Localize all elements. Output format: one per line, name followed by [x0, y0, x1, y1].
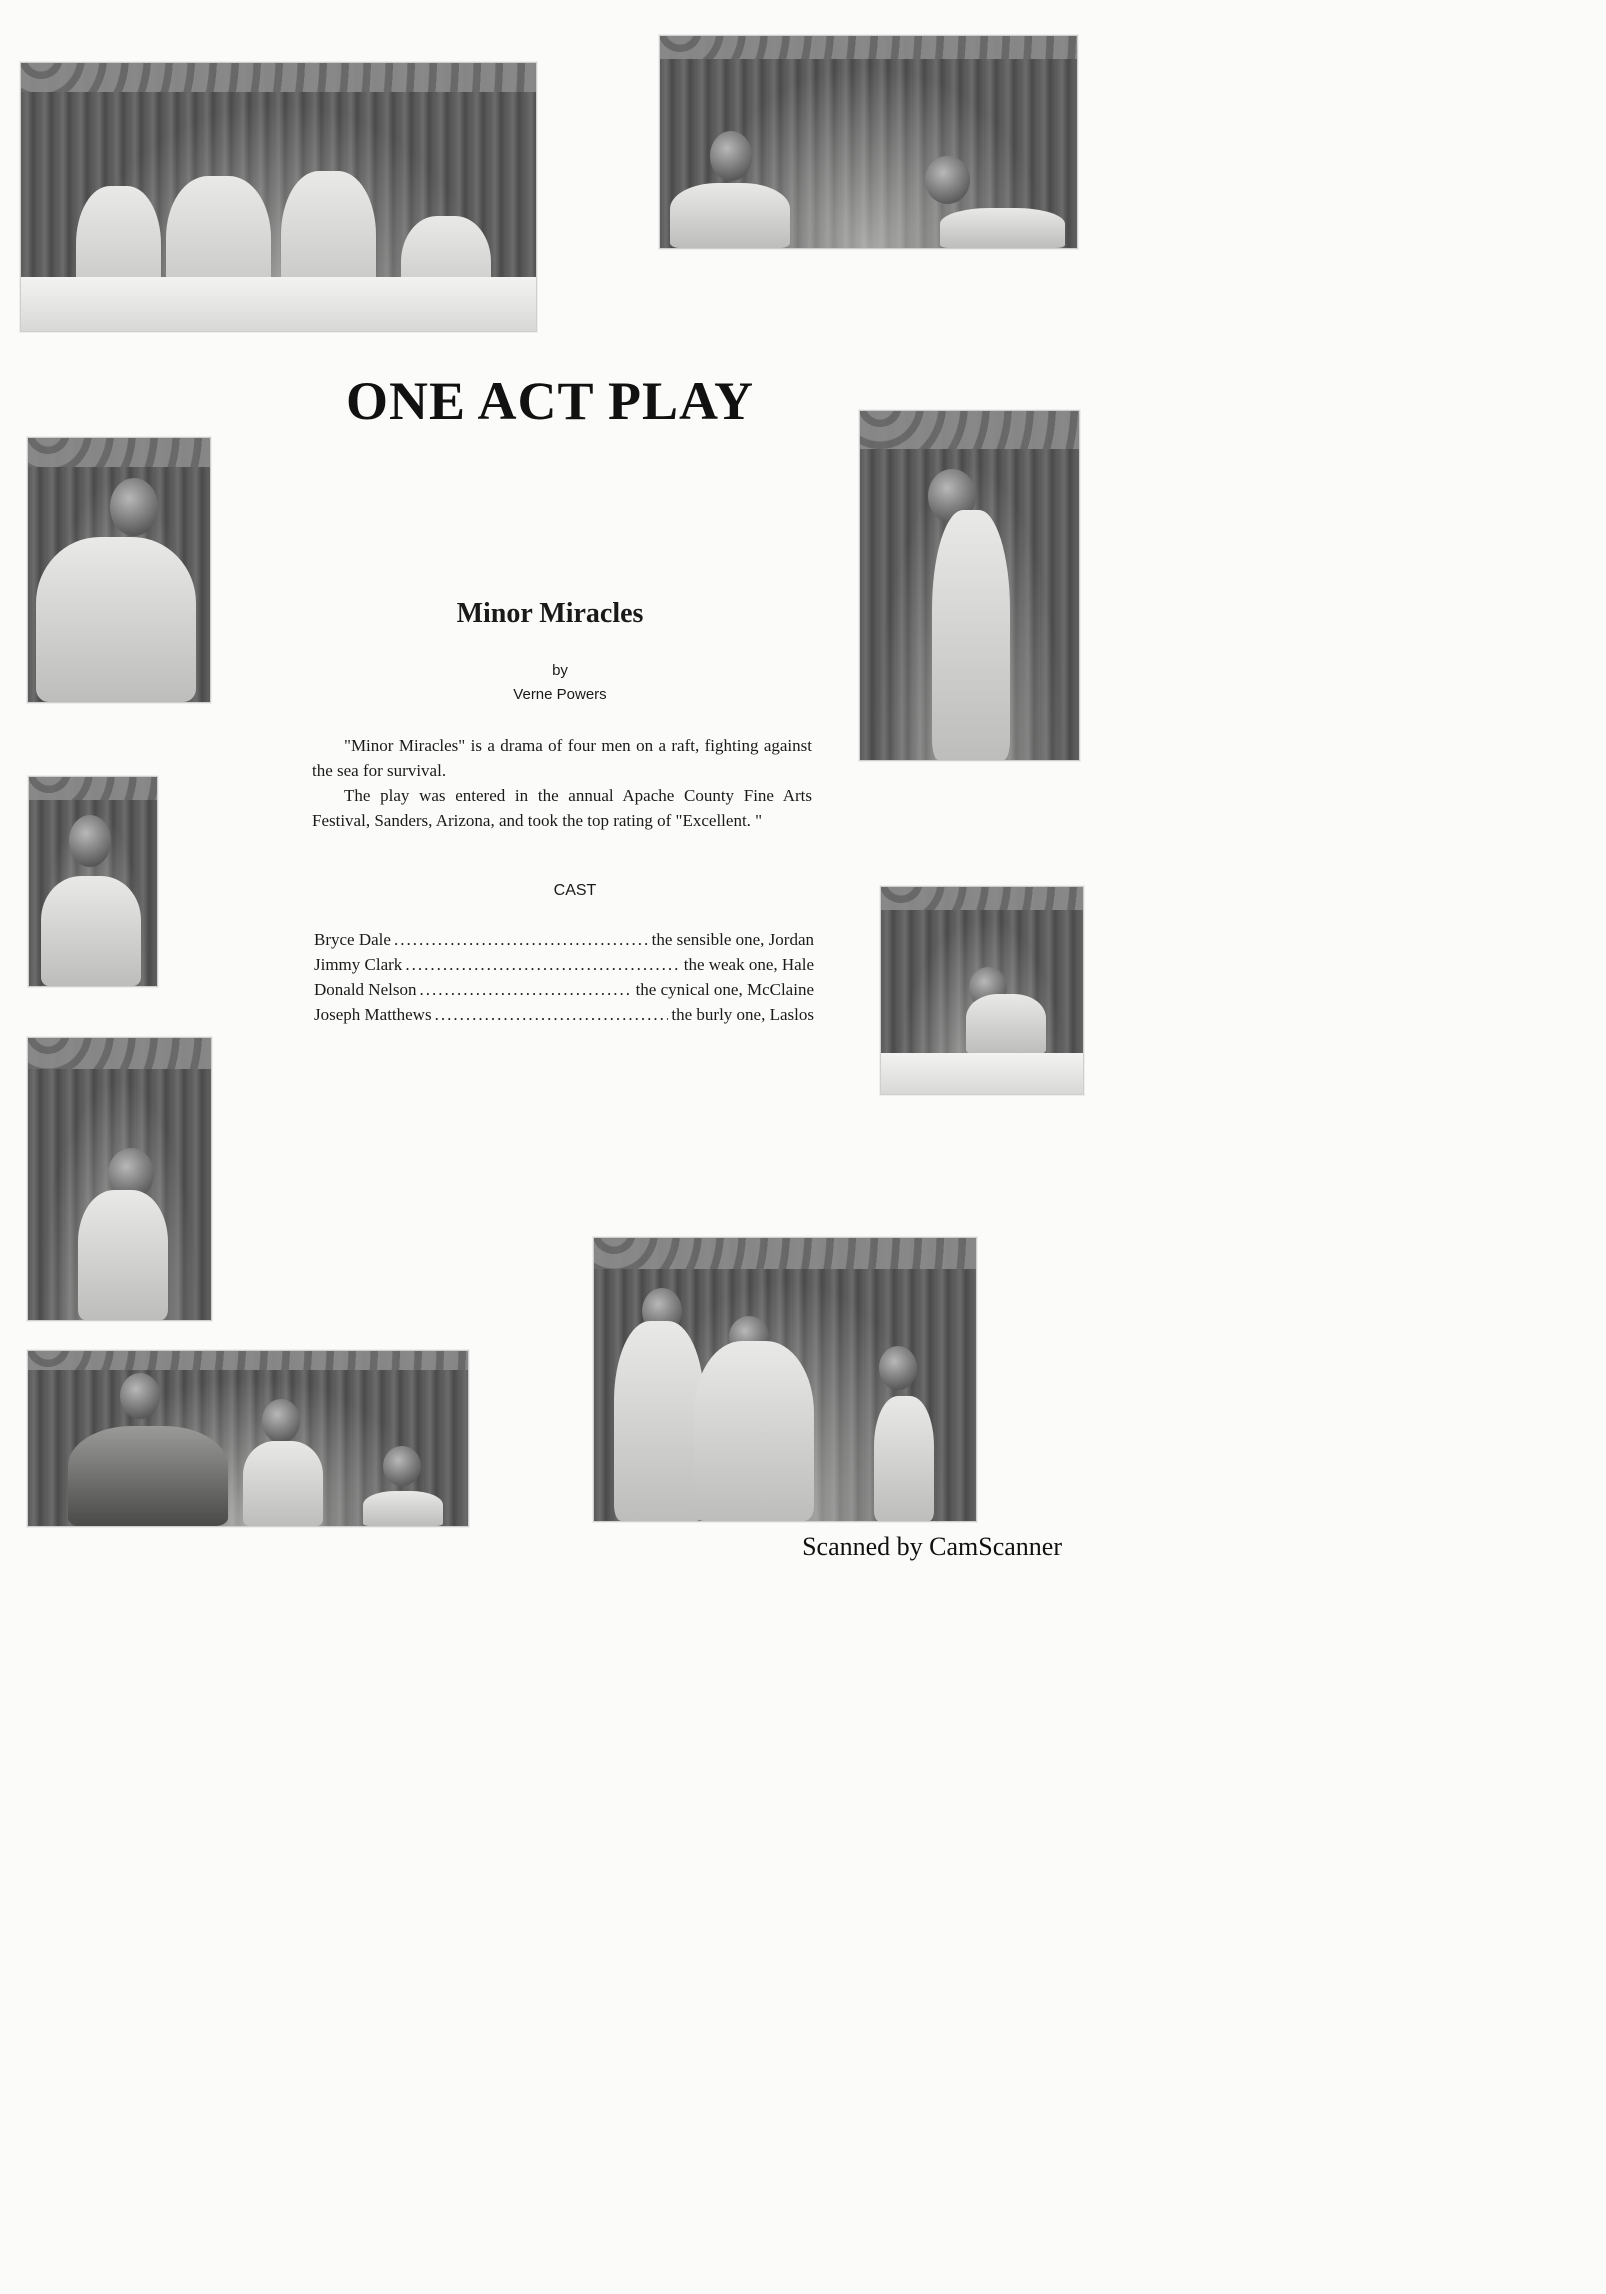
actor-figure	[932, 510, 1010, 760]
actor-figure	[940, 208, 1065, 248]
byline: by	[552, 662, 568, 679]
cast-row	[314, 980, 814, 1005]
actor-figure	[614, 1321, 704, 1521]
page-title: ONE ACT PLAY	[345, 371, 755, 431]
dot-leader	[435, 1005, 669, 1025]
author-name: Verne Powers	[513, 686, 607, 703]
cast-row	[314, 1005, 814, 1030]
cast-role: the weak one, Hale	[683, 955, 814, 974]
cast-row	[314, 955, 814, 980]
actor-head	[120, 1373, 160, 1419]
actor-figure	[874, 1396, 934, 1521]
actor-figure	[68, 1426, 228, 1526]
dot-leader	[405, 955, 680, 975]
actor-figure	[966, 994, 1046, 1054]
stage-photo-men-struggling	[593, 1237, 977, 1522]
dot-leader	[419, 980, 632, 1000]
actor-figure	[363, 1491, 443, 1526]
description-paragraph: "Minor Miracles" is a drama of four men on a raft, fighting against the sea for survival.	[312, 736, 812, 780]
actor-head	[262, 1399, 300, 1443]
actor-head	[710, 131, 752, 181]
description-paragraph: The play was entered in the annual Apache County Fine Arts Festival, Sanders, Arizona, and took the top rating of "Excellent. "	[312, 786, 812, 830]
stage-photo-man-pointing	[880, 886, 1084, 1095]
raft	[881, 1053, 1083, 1094]
cast-actor: Joseph Matthews	[314, 1005, 432, 1024]
cast-role: the cynical one, McClaine	[635, 980, 814, 999]
actor-figure	[670, 183, 790, 248]
cast-list	[314, 930, 814, 1030]
actor-figure	[78, 1190, 168, 1320]
cast-actor: Donald Nelson	[314, 980, 417, 999]
play-description	[312, 733, 812, 833]
cast-row	[314, 930, 814, 955]
cast-role: the burly one, Laslos	[671, 1005, 814, 1024]
scanner-watermark: Scanned by CamScanner	[802, 1532, 1062, 1561]
actor-head	[383, 1446, 421, 1486]
actor-figure	[243, 1441, 323, 1526]
dot-leader	[394, 930, 649, 950]
stage-photo-three-men-raft	[27, 1350, 469, 1527]
cast-actor: Jimmy Clark	[314, 955, 403, 974]
stage-photo-man-clutching	[28, 776, 158, 987]
raft	[21, 277, 536, 331]
stage-photo-man-arm-raised	[27, 1037, 212, 1321]
actor-figure	[41, 876, 141, 986]
actor-figure	[36, 537, 196, 702]
cast-heading: CAST	[553, 882, 597, 899]
actor-figure	[694, 1341, 814, 1521]
actor-head	[925, 156, 970, 204]
cast-actor: Bryce Dale	[314, 930, 391, 949]
stage-photo-two-men	[659, 35, 1078, 249]
actor-head	[69, 815, 111, 867]
stage-photo-man-standing	[27, 437, 211, 703]
actor-head	[110, 478, 158, 536]
stage-photo-four-men-raft	[20, 62, 537, 332]
actor-head	[879, 1346, 917, 1390]
cast-role: the sensible one, Jordan	[651, 930, 814, 949]
play-title: Minor Miracles	[456, 598, 644, 629]
stage-photo-man-fist-raised	[859, 410, 1080, 761]
